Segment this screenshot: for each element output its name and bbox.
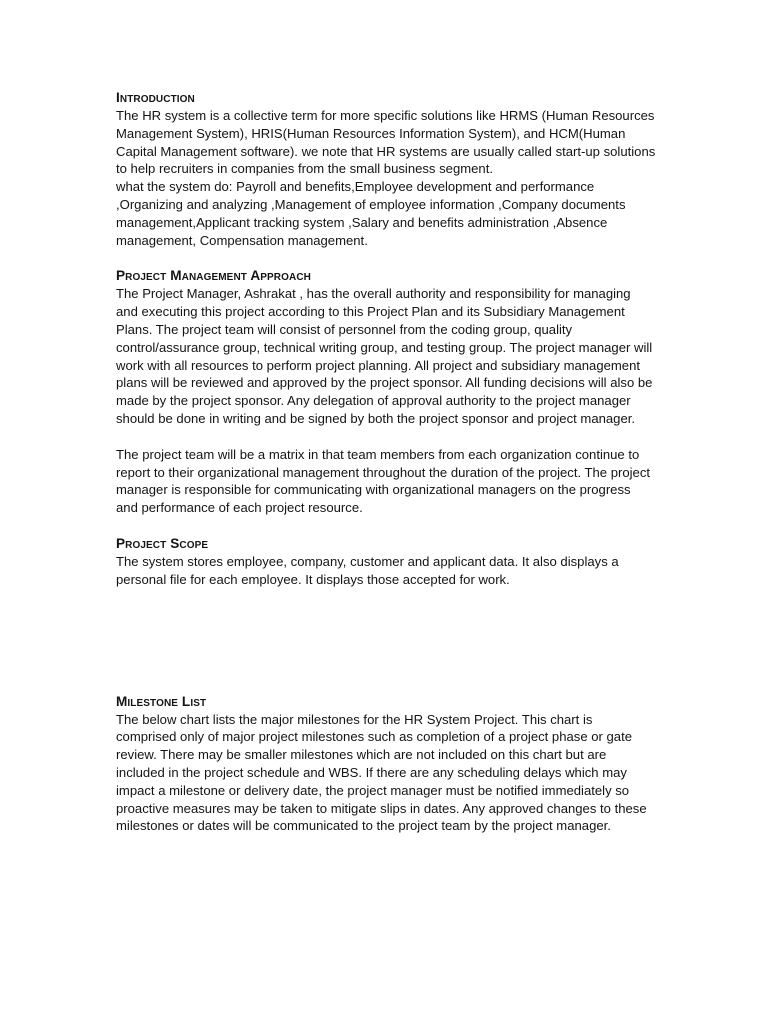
- milestone-list-section: [116, 693, 656, 836]
- introduction-section: [116, 89, 656, 249]
- document-page: [116, 89, 656, 835]
- project-scope-paragraph: The system stores employee, company, customer and applicant data. It also displays a personal file for each employee. It displays those accepted for work.: [116, 553, 619, 587]
- project-management-approach-paragraph-1: The Project Manager, Ashrakat , has the overall authority and responsibility for managing and executing this project according to this Project Plan and its Subsidiary Management Plans. The project team will consist of personnel from the coding group, quality control/assurance group, technical writing group, and testing group. The project manager will work with all resources to perform project planning. All project and subsidiary management plans will be reviewed and approved by the project sponsor. All funding decisions will also be made by the project sponsor. Any delegation of approval authority to the project manager should be done in writing and be signed by both the project sponsor and project manager.: [116, 286, 653, 426]
- milestone-list-heading: Milestone List: [116, 693, 207, 709]
- milestone-list-paragraph: The below chart lists the major milestones for the HR System Project. This chart is comprised only of major project milestones such as completion of a project phase or gate review. There may be smaller milestones which are not included on this chart but are included in the project schedule and WBS. If there are any scheduling delays which may impact a milestone or delivery date, the project manager must be notified immediately so proactive measures may be taken to mitigate slips in dates. Any approved changes to these milestones or dates will be communicated to the project team by the project manager.: [116, 711, 647, 834]
- project-scope-section: [116, 535, 656, 589]
- project-scope-heading: Project Scope: [116, 535, 209, 551]
- project-management-approach-section: [116, 267, 656, 517]
- introduction-paragraph-2: what the system do: Payroll and benefits,Employee development and performance ,Organizing and analyzing ,Management of employee information ,Company documents management,Applicant tracking system ,Salary and benefits administration ,Absence management, Compensation management.: [116, 179, 626, 248]
- introduction-paragraph-1: The HR system is a collective term for more specific solutions like HRMS (Human Resources Management System), HRIS(Human Resources Information System), and HCM(Human Capital Management software). we note that HR systems are usually called start-up solutions to help recruiters in companies from the small business segment.: [116, 108, 656, 177]
- introduction-heading: Introduction: [116, 90, 195, 105]
- project-management-approach-paragraph-2: The project team will be a matrix in that team members from each organization continue to report to their organizational management throughout the duration of the project. The project manager is responsible for communicating with organizational managers on the progress and performance of each project resource.: [116, 446, 651, 516]
- project-management-approach-heading: Project Management Approach: [116, 268, 311, 284]
